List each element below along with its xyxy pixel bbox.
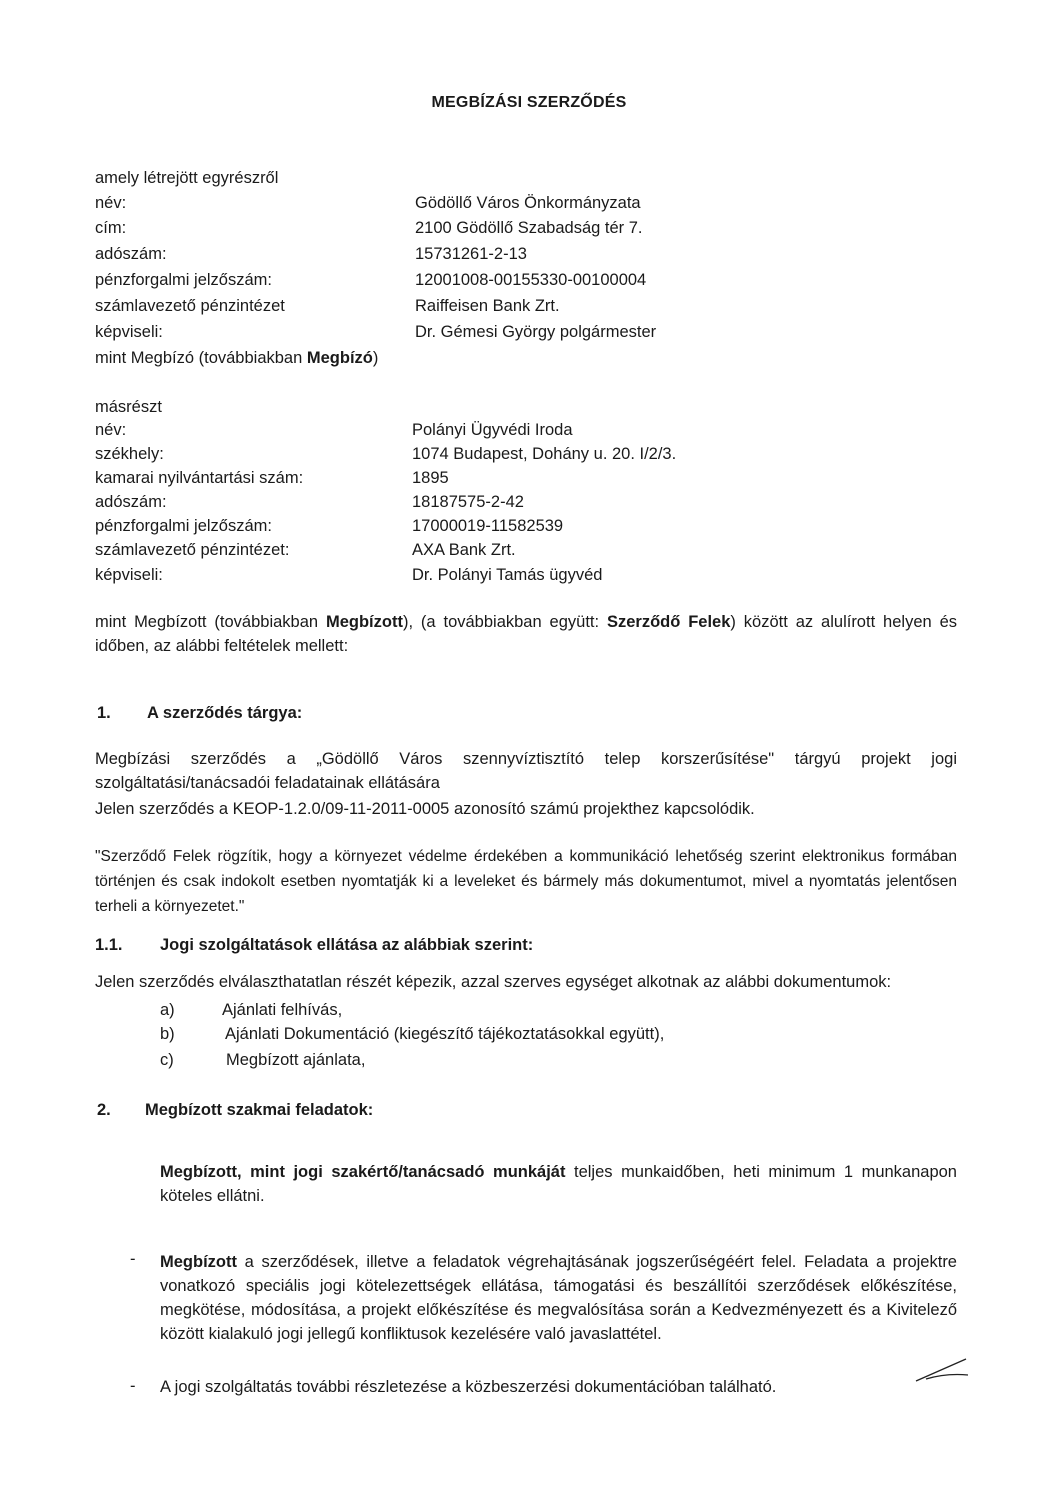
party2-intro: másrészt — [95, 398, 162, 416]
list-marker: c) — [160, 1051, 174, 1069]
party1-value: Dr. Gémesi György polgármester — [415, 323, 657, 341]
party2-label: székhely: — [95, 445, 164, 463]
document-title: MEGBÍZÁSI SZERZŐDÉS — [431, 94, 627, 111]
intro-text: amely létrejött egyrészről — [95, 169, 279, 187]
section2-paragraph — [160, 1160, 957, 1208]
party2-label: pénzforgalmi jelzőszám: — [95, 517, 272, 535]
bullet-item: A jogi szolgáltatás további részletezése a közbeszerzési dokumentációban található. — [160, 1378, 777, 1396]
party2-value: 17000019-11582539 — [412, 517, 564, 535]
role-suffix: ) — [372, 349, 379, 367]
section1-number: 1. — [97, 704, 111, 722]
clause-text: ), (a továbbiakban együtt: — [402, 613, 607, 631]
party1-value: 12001008-00155330-00100004 — [415, 271, 647, 289]
party1-value: 2100 Gödöllő Szabadság tér 7. — [415, 219, 643, 237]
party2-value: 1074 Budapest, Dohány u. 20. I/2/3. — [412, 445, 677, 463]
list-item: Megbízott ajánlata, — [226, 1051, 366, 1069]
environment-quote: "Szerződő Felek rögzítik, hogy a környezet védelme érdekében a kommunikáció lehetőség szerint elektronikus formában történjen és csak indokolt esetben nyomtatják ki a leveleket és bármely más dokumentumot, mivel a nyomtatás jelentősen terheli a környezetet." — [95, 848, 957, 915]
section1-text: Megbízási szerződés a „Gödöllő Város szennyvíztisztító telep korszerűsítése" tárgyú projekt jogi szolgáltatási/tanácsadói feladatainak ellátására — [95, 750, 957, 792]
party1-value: Gödöllő Város Önkormányzata — [415, 194, 641, 212]
party2-label: számlavezető pénzintézet: — [95, 541, 290, 559]
party1-label: számlavezető pénzintézet — [95, 297, 285, 315]
party2-value: Polányi Ügyvédi Iroda — [412, 421, 573, 439]
role-bold: Megbízó — [306, 349, 373, 367]
party1-label: képviseli: — [95, 323, 163, 341]
party1-value: Raiffeisen Bank Zrt. — [415, 297, 560, 315]
bullet-item — [160, 1250, 957, 1346]
list-item: Ajánlati Dokumentáció (kiegészítő tájékoztatásokkal együtt), — [225, 1025, 665, 1043]
party1-label: pénzforgalmi jelzőszám: — [95, 271, 272, 289]
party2-label: képviseli: — [95, 566, 163, 584]
section11-number: 1.1. — [95, 936, 123, 954]
clause-bold: Szerződő Felek — [606, 613, 731, 631]
bullet-bold: Megbízott — [160, 1253, 237, 1271]
list-marker: a) — [160, 1001, 175, 1019]
section11-heading: Jogi szolgáltatások ellátása az alábbiak szerint: — [160, 936, 534, 954]
party2-value: Dr. Polányi Tamás ügyvéd — [412, 566, 603, 584]
party1-label: adószám: — [95, 245, 167, 263]
bullet-marker: - — [130, 1250, 136, 1268]
party2-value: 18187575-2-42 — [412, 493, 524, 511]
party2-value: AXA Bank Zrt. — [412, 541, 516, 559]
party1-value: 15731261-2-13 — [415, 245, 527, 263]
list-marker: b) — [160, 1025, 175, 1043]
party1-label: cím: — [95, 219, 127, 237]
list-item: Ajánlati felhívás, — [222, 1001, 343, 1019]
party1-label: név: — [95, 194, 127, 212]
party1-role — [95, 348, 378, 368]
clause-bold: Megbízott — [325, 613, 403, 631]
bullet-text: a szerződések, illetve a feladatok végrehajtásának jogszerűségéért felel. Feladata a projektre vonatkozó speciális jogi kötelezettségek ellátása, támogatási és beszállítói szerződések előkészítése, megkötése, módosítása, a projekt előkészítése és megvalósítása során a Kedvezményezett és a Kivitelező között kialakuló jogi jellegű konfliktusok kezelésére való javaslattétel. — [160, 1253, 957, 1343]
section2-number: 2. — [97, 1101, 111, 1119]
party2-value: 1895 — [412, 469, 449, 487]
para-bold: Megbízott, mint jogi szakértő/tanácsadó munkáját — [160, 1163, 566, 1181]
clause-text: ) között az alulírott helyen és időben, az alábbi feltételek mellett: — [95, 613, 957, 655]
section1-heading: A szerződés tárgya: — [147, 704, 303, 722]
section2-heading: Megbízott szakmai feladatok: — [145, 1101, 374, 1119]
para-text: teljes munkaidőben, heti minimum 1 munkanapon köteles ellátni. — [160, 1163, 957, 1205]
party2-label: kamarai nyilvántartási szám: — [95, 469, 304, 487]
party2-label: adószám: — [95, 493, 167, 511]
parties-clause — [95, 610, 957, 658]
clause-text: mint Megbízott (továbbiakban — [95, 613, 326, 631]
party2-label: név: — [95, 421, 127, 439]
section1-project-text: Jelen szerződés a KEOP-1.2.0/09-11-2011-0005 azonosító számú projekthez kapcsolódik. — [95, 800, 755, 818]
section11-text: Jelen szerződés elválaszthatatlan részét képezik, azzal szerves egységet alkotnak az alábbi dokumentumok: — [95, 973, 892, 991]
initials-signature — [912, 1355, 972, 1385]
role-prefix: mint Megbízó (továbbiakban — [95, 349, 307, 367]
bullet-marker: - — [130, 1377, 136, 1395]
